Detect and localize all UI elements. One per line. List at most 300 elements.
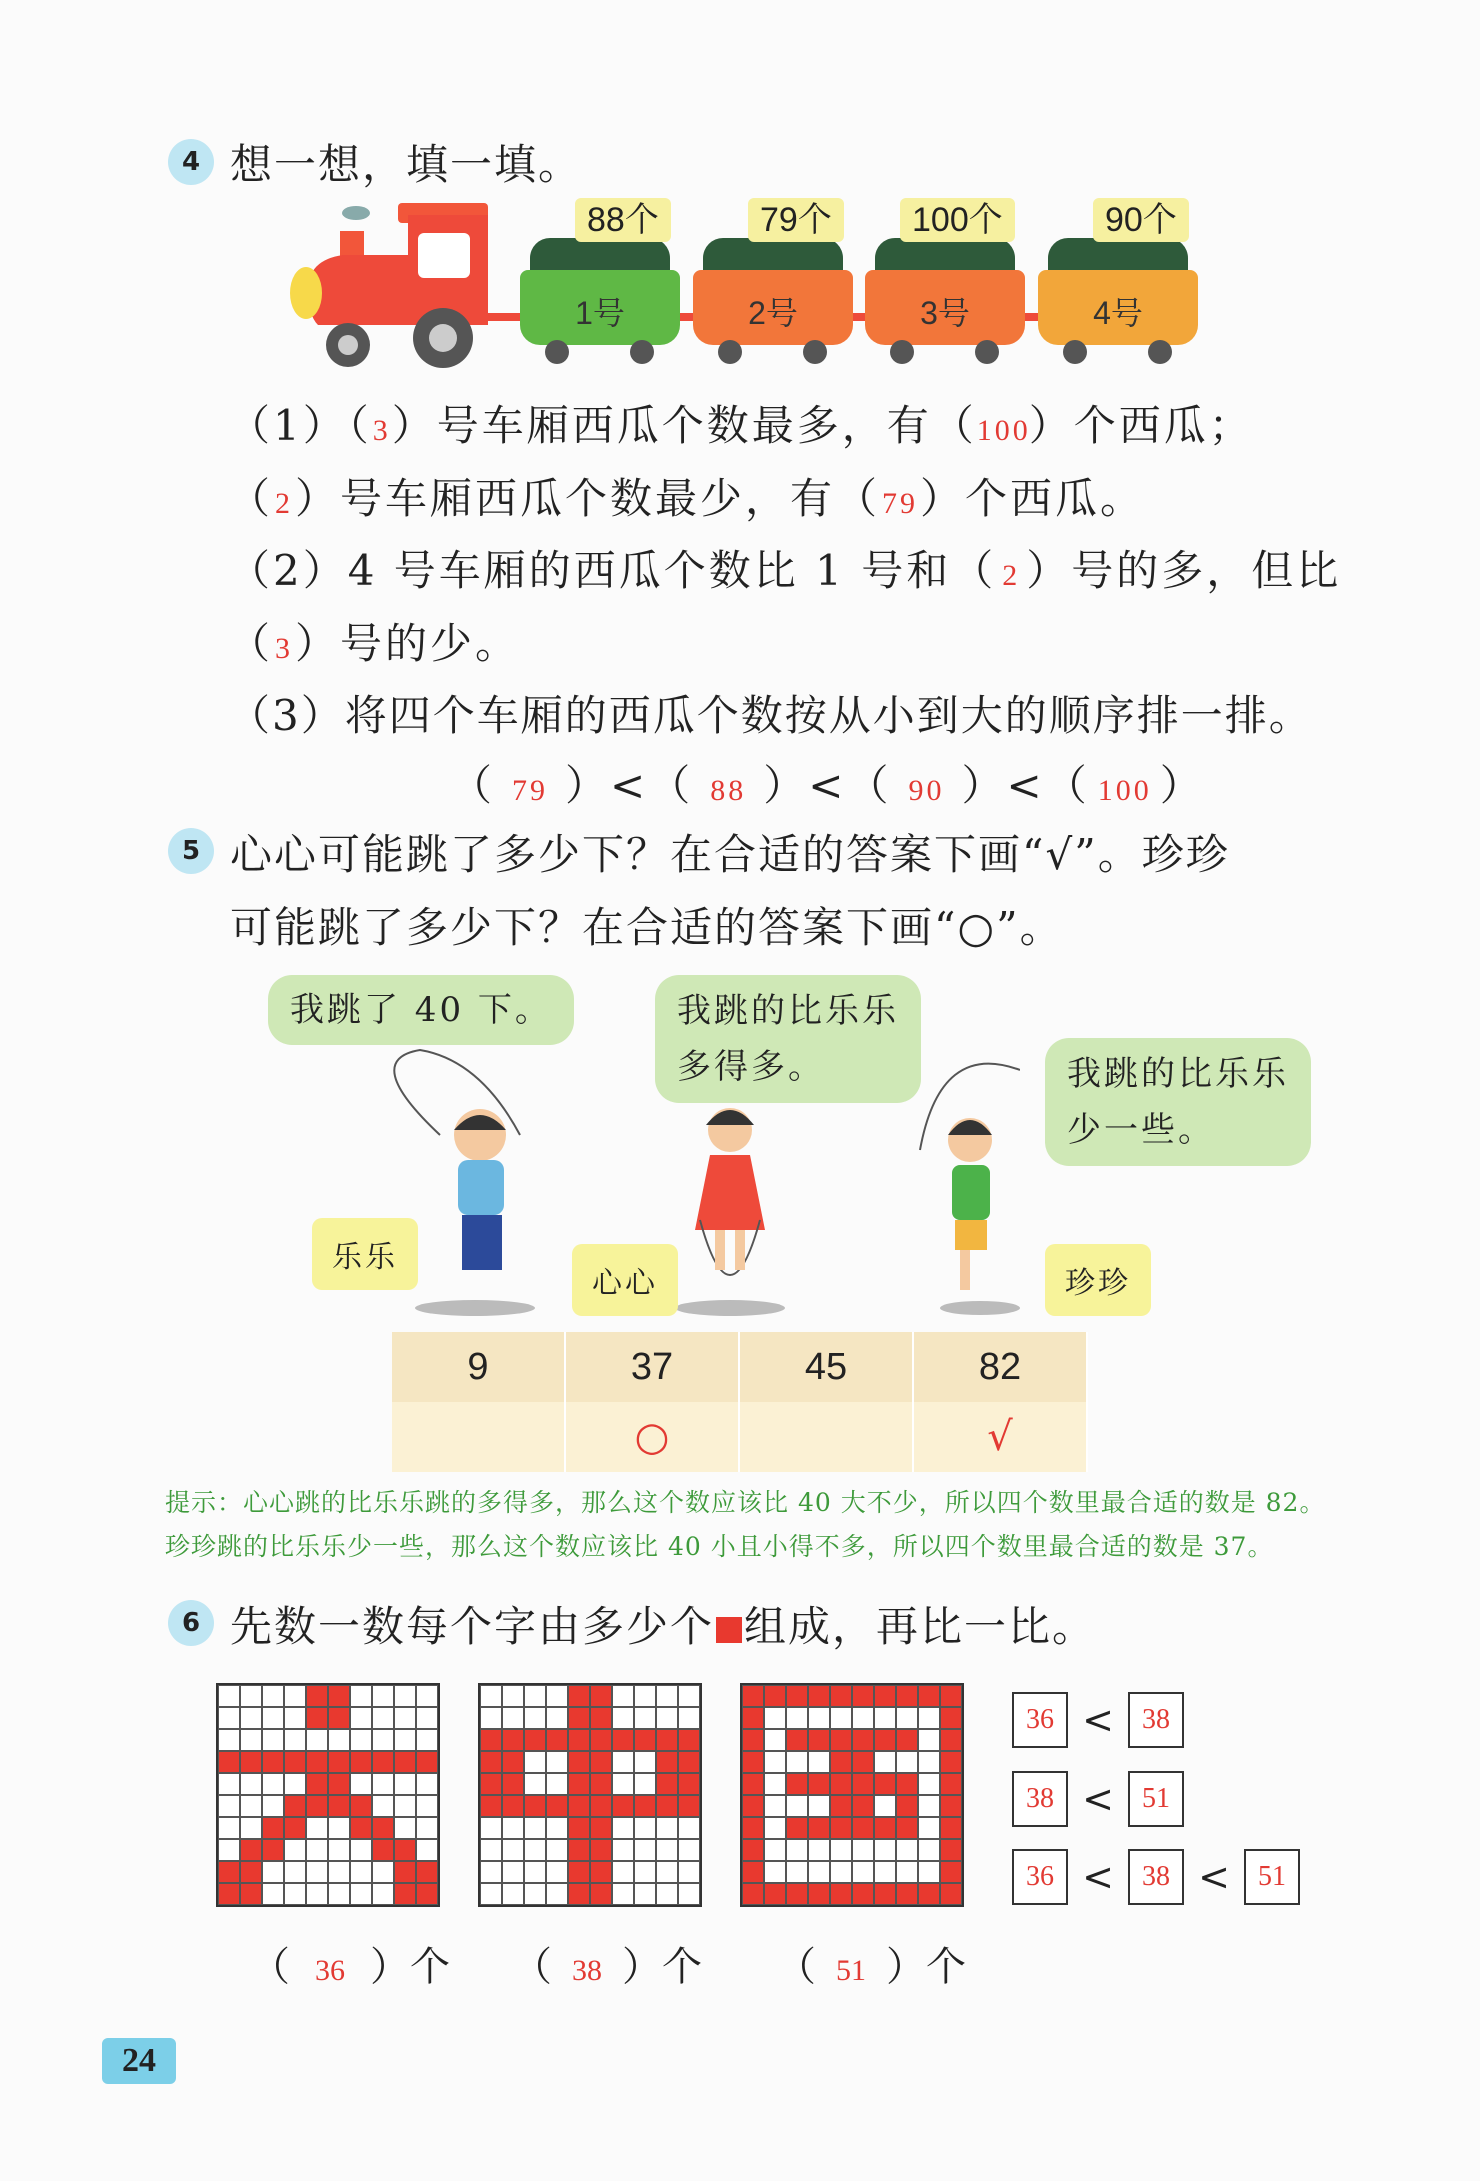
grid-cell (240, 1795, 262, 1817)
grid-cell (394, 1795, 416, 1817)
grid-cell (678, 1817, 700, 1839)
grid-cell (656, 1685, 678, 1707)
grid-cell (830, 1839, 852, 1861)
grid-cell (546, 1839, 568, 1861)
grid-cell (940, 1839, 962, 1861)
page-number: 24 (102, 2038, 176, 2084)
grid-cell (372, 1751, 394, 1773)
train-car-1 (520, 230, 680, 370)
grid-cell (612, 1861, 634, 1883)
question-6-title: 先数一数每个字由多少个 组成，再比一比。 (230, 1602, 1097, 1651)
grid-cell (568, 1751, 590, 1773)
grid-cell (480, 1883, 502, 1905)
grid-cell (416, 1839, 438, 1861)
grid-cell (524, 1773, 546, 1795)
grid-cell (350, 1729, 372, 1751)
grid-cell (940, 1685, 962, 1707)
grid-cell (502, 1861, 524, 1883)
grid-cell (394, 1685, 416, 1707)
grid-cell (852, 1685, 874, 1707)
grid-cell (306, 1883, 328, 1905)
grid-cell (394, 1729, 416, 1751)
grid-cell (416, 1685, 438, 1707)
grid-cell (808, 1773, 830, 1795)
grid-cell (480, 1729, 502, 1751)
red-square-icon (716, 1617, 742, 1643)
locomotive-icon (290, 203, 488, 368)
train-car-3 (865, 230, 1025, 370)
grid-cell (416, 1817, 438, 1839)
grid-cell (590, 1773, 612, 1795)
grid-cell (284, 1751, 306, 1773)
grid-cell (808, 1883, 830, 1905)
grid-cell (218, 1817, 240, 1839)
grid-cell (874, 1729, 896, 1751)
train-car-2 (693, 230, 853, 370)
choice-cell: 82 (913, 1332, 1087, 1402)
grid-cell (568, 1707, 590, 1729)
grid-cell (830, 1751, 852, 1773)
children-jumping-illustration (380, 1040, 1020, 1320)
grid-cell (896, 1751, 918, 1773)
lele-speech-bubble: 我跳了 40 下。 (268, 975, 574, 1045)
mark-cell[interactable]: ○ (565, 1402, 739, 1472)
grid-cell (328, 1729, 350, 1751)
grid-cell (808, 1817, 830, 1839)
grid-cell (480, 1773, 502, 1795)
grid-cell (394, 1773, 416, 1795)
name-tag-zhenzhen: 珍珍 (1045, 1244, 1151, 1316)
grid-cell (612, 1817, 634, 1839)
car-number-label: 1号 (575, 295, 625, 331)
grid-cell (416, 1707, 438, 1729)
question-5-line-2: 可能跳了多少下？在合适的答案下画“○”。 (230, 903, 1064, 952)
grid-cell (568, 1817, 590, 1839)
grid-cell (830, 1707, 852, 1729)
grid-cell (372, 1685, 394, 1707)
mark-cell[interactable] (739, 1402, 913, 1472)
grid-cell (546, 1773, 568, 1795)
question-5-line-1: 心心可能跳了多少下？在合适的答案下画“√”。珍珍 (230, 830, 1230, 879)
grid-cell (940, 1883, 962, 1905)
grid-cell (328, 1795, 350, 1817)
grid-cell (590, 1861, 612, 1883)
grid-cell (240, 1685, 262, 1707)
grid-cell (808, 1751, 830, 1773)
grid-cell (350, 1817, 372, 1839)
grid-cell (590, 1707, 612, 1729)
grid-cell (372, 1817, 394, 1839)
grid-cell (240, 1751, 262, 1773)
answer-car-more[interactable]: 3 (275, 632, 294, 665)
grid-cell (764, 1685, 786, 1707)
grid-cell (416, 1861, 438, 1883)
grid-cell (830, 1773, 852, 1795)
grid-cell (524, 1729, 546, 1751)
grid-cell (306, 1861, 328, 1883)
choice-cell: 9 (392, 1332, 565, 1402)
grid-cell (918, 1685, 940, 1707)
choices-table (392, 1332, 1088, 1472)
grid-cell (262, 1707, 284, 1729)
grid-cell (546, 1707, 568, 1729)
grid-cell (830, 1795, 852, 1817)
grid-cell (328, 1685, 350, 1707)
grid-cell (350, 1685, 372, 1707)
grid-cell (590, 1817, 612, 1839)
grid-cell (656, 1773, 678, 1795)
grid-cell (372, 1839, 394, 1861)
compare-row-2: 38 < 51 (1012, 1771, 1184, 1827)
grid-cell (786, 1729, 808, 1751)
grid-cell (634, 1817, 656, 1839)
grid-cell (480, 1861, 502, 1883)
grid-cell (764, 1773, 786, 1795)
grid-cell (678, 1751, 700, 1773)
grid-cell (808, 1707, 830, 1729)
grid-cell (940, 1707, 962, 1729)
grid-cell (918, 1795, 940, 1817)
grid-cell (634, 1839, 656, 1861)
grid-cell (940, 1751, 962, 1773)
grid-cell (394, 1817, 416, 1839)
grid-cell (394, 1707, 416, 1729)
grid-cell (262, 1883, 284, 1905)
grid-cell (634, 1861, 656, 1883)
grid-cell (480, 1685, 502, 1707)
grid-cell (896, 1883, 918, 1905)
grid-cell (634, 1883, 656, 1905)
grid-cell (896, 1685, 918, 1707)
grid-cell (896, 1839, 918, 1861)
grid-cell (634, 1729, 656, 1751)
q4-line-4: （3）号的少。 (228, 619, 521, 668)
grid-cell (218, 1729, 240, 1751)
grid-cell (568, 1861, 590, 1883)
grid-cell (480, 1795, 502, 1817)
grid-cell (546, 1729, 568, 1751)
grid-cell (502, 1883, 524, 1905)
grid-cell (678, 1861, 700, 1883)
grid-cell (852, 1883, 874, 1905)
grid-cell (394, 1751, 416, 1773)
grid-cell (874, 1817, 896, 1839)
grid-cell (218, 1839, 240, 1861)
grid-cell (480, 1707, 502, 1729)
q4-line-3: （2）4 号车厢的西瓜个数比 1 号和（ 2 ）号的多，但比 (228, 546, 1342, 595)
grid-cell (262, 1729, 284, 1751)
grid-cell (524, 1685, 546, 1707)
grid-cell (240, 1883, 262, 1905)
grid-character-da (216, 1683, 440, 1907)
grid-cell (612, 1839, 634, 1861)
car-count-label: 79个 (748, 198, 844, 242)
grid-cell (416, 1795, 438, 1817)
question-4-number: 4 (168, 139, 214, 185)
car-number-label: 4号 (1093, 295, 1143, 331)
grid-cell (678, 1883, 700, 1905)
grid-cell (656, 1861, 678, 1883)
grid-cell (394, 1839, 416, 1861)
grid-cell (786, 1795, 808, 1817)
grid-cell (262, 1817, 284, 1839)
grid-cell (742, 1685, 764, 1707)
grid-cell (852, 1707, 874, 1729)
grid-cell (612, 1685, 634, 1707)
grid-cell (918, 1817, 940, 1839)
grid-cell (656, 1707, 678, 1729)
grid-cell (372, 1707, 394, 1729)
grid-cell (830, 1685, 852, 1707)
grid-cell (874, 1685, 896, 1707)
grid-cell (284, 1861, 306, 1883)
grid-cell (306, 1795, 328, 1817)
grid-cell (524, 1707, 546, 1729)
grid-cell (678, 1685, 700, 1707)
grid-cell (262, 1685, 284, 1707)
grid-cell (502, 1729, 524, 1751)
grid-cell (634, 1685, 656, 1707)
grid-cell (218, 1861, 240, 1883)
grid-cell (328, 1707, 350, 1729)
zhenzhen-speech-bubble: 我跳的比乐乐 少一些。 (1045, 1038, 1311, 1166)
grid-cell (786, 1707, 808, 1729)
grid-cell (742, 1883, 764, 1905)
grid-cell (874, 1751, 896, 1773)
grid-cell (306, 1685, 328, 1707)
grid-cell (918, 1751, 940, 1773)
grid-cell (372, 1795, 394, 1817)
grid-cell (940, 1817, 962, 1839)
grid-cell (240, 1861, 262, 1883)
grid-cell (634, 1707, 656, 1729)
answer-car-most[interactable]: 3 (372, 414, 391, 447)
grid-cell (678, 1839, 700, 1861)
grid-cell (218, 1795, 240, 1817)
grid-cell (524, 1817, 546, 1839)
grid-cell (218, 1751, 240, 1773)
grid-cell (764, 1729, 786, 1751)
grid-cell (874, 1861, 896, 1883)
grid-cell (918, 1773, 940, 1795)
grid-cell (742, 1839, 764, 1861)
grid-cell (480, 1839, 502, 1861)
grid-cell (852, 1773, 874, 1795)
grid-cell (656, 1839, 678, 1861)
grid-cell (284, 1839, 306, 1861)
count-zhong: （ 38 ）个 (512, 1944, 702, 1990)
q4-line-5: （3）将四个车厢的西瓜个数按从小到大的顺序排一排。 (228, 691, 1313, 740)
grid-cell (742, 1817, 764, 1839)
grid-cell (612, 1795, 634, 1817)
grid-cell (874, 1795, 896, 1817)
grid-cell (590, 1795, 612, 1817)
answer-most-count[interactable]: 100 (976, 414, 1031, 447)
question-6-number: 6 (168, 1600, 214, 1646)
answer-least-count[interactable]: 79 (882, 487, 919, 520)
grid-cell (416, 1729, 438, 1751)
mark-cell[interactable] (392, 1402, 565, 1472)
grid-cell (524, 1861, 546, 1883)
grid-cell (808, 1839, 830, 1861)
hint-line-1: 提示：心心跳的比乐乐跳的多得多，那么这个数应该比 40 大不少，所以四个数里最合适的数是 82。 (165, 1488, 1326, 1517)
grid-cell (240, 1729, 262, 1751)
grid-cell (306, 1839, 328, 1861)
grid-character-zhong (478, 1683, 702, 1907)
grid-cell (328, 1861, 350, 1883)
grid-cell (764, 1817, 786, 1839)
grid-cell (590, 1883, 612, 1905)
grid-cell (852, 1839, 874, 1861)
grid-cell (416, 1773, 438, 1795)
grid-cell (656, 1751, 678, 1773)
grid-cell (262, 1795, 284, 1817)
grid-cell (940, 1773, 962, 1795)
car-count-label: 90个 (1093, 198, 1189, 242)
grid-cell (546, 1861, 568, 1883)
grid-cell (262, 1839, 284, 1861)
grid-cell (306, 1751, 328, 1773)
grid-cell (524, 1751, 546, 1773)
grid-cell (546, 1817, 568, 1839)
grid-cell (612, 1773, 634, 1795)
grid-cell (764, 1839, 786, 1861)
grid-cell (546, 1883, 568, 1905)
grid-cell (852, 1817, 874, 1839)
compare-row-1: 36 < 38 (1012, 1692, 1184, 1748)
grid-cell (786, 1773, 808, 1795)
q4-order-row: （ 79 ）<（ 88 ）<（ 90 ）<（ 100 ） (450, 761, 1205, 810)
grid-cell (590, 1751, 612, 1773)
grid-cell (874, 1773, 896, 1795)
grid-cell (502, 1795, 524, 1817)
order-4[interactable]: 100 (1097, 774, 1152, 807)
order-1[interactable]: 79 (512, 774, 549, 807)
grid-cell (524, 1839, 546, 1861)
grid-cell (830, 1883, 852, 1905)
grid-cell (262, 1751, 284, 1773)
xinxin-figure (695, 1108, 765, 1275)
grid-cell (568, 1773, 590, 1795)
grid-cell (240, 1839, 262, 1861)
grid-cell (306, 1729, 328, 1751)
grid-cell (502, 1707, 524, 1729)
count-guo: （ 51 ）个 (776, 1944, 966, 1990)
grid-cell (940, 1729, 962, 1751)
grid-cell (656, 1883, 678, 1905)
grid-cell (524, 1795, 546, 1817)
question-5-number: 5 (168, 828, 214, 874)
grid-cell (918, 1707, 940, 1729)
question-4-title: 想一想，填一填。 (230, 140, 583, 189)
grid-cell (786, 1751, 808, 1773)
grid-cell (502, 1685, 524, 1707)
grid-cell (590, 1839, 612, 1861)
grid-cell (328, 1751, 350, 1773)
grid-cell (634, 1773, 656, 1795)
grid-cell (830, 1817, 852, 1839)
grid-cell (240, 1773, 262, 1795)
grid-cell (240, 1707, 262, 1729)
grid-cell (350, 1751, 372, 1773)
grid-cell (328, 1817, 350, 1839)
grid-cell (328, 1883, 350, 1905)
grid-cell (808, 1861, 830, 1883)
grid-cell (764, 1883, 786, 1905)
grid-cell (786, 1839, 808, 1861)
car-number-label: 3号 (920, 295, 970, 331)
grid-cell (590, 1685, 612, 1707)
grid-cell (742, 1729, 764, 1751)
grid-cell (874, 1883, 896, 1905)
grid-cell (896, 1817, 918, 1839)
grid-cell (306, 1707, 328, 1729)
grid-cell (678, 1773, 700, 1795)
hint-line-2: 珍珍跳的比乐乐少一些，那么这个数应该比 40 小且小得不多，所以四个数里最合适的数是 37。 (165, 1532, 1274, 1561)
grid-cell (262, 1773, 284, 1795)
grid-cell (568, 1883, 590, 1905)
grid-cell (480, 1817, 502, 1839)
grid-cell (634, 1751, 656, 1773)
grid-cell (612, 1751, 634, 1773)
name-tag-xinxin: 心心 (572, 1244, 678, 1316)
mark-cell[interactable]: √ (913, 1402, 1087, 1472)
grid-cell (372, 1729, 394, 1751)
choice-cell: 45 (739, 1332, 913, 1402)
grid-cell (874, 1707, 896, 1729)
grid-cell (502, 1817, 524, 1839)
grid-cell (284, 1795, 306, 1817)
grid-cell (328, 1839, 350, 1861)
grid-cell (634, 1795, 656, 1817)
grid-cell (372, 1861, 394, 1883)
compare-row-3: 36 < 38 < 51 (1012, 1849, 1300, 1905)
grid-cell (524, 1883, 546, 1905)
grid-cell (764, 1707, 786, 1729)
grid-cell (678, 1795, 700, 1817)
car-number-label: 2号 (748, 295, 798, 331)
grid-cell (218, 1707, 240, 1729)
grid-cell (568, 1795, 590, 1817)
grid-cell (328, 1773, 350, 1795)
grid-cell (568, 1729, 590, 1751)
grid-cell (218, 1773, 240, 1795)
grid-cell (240, 1817, 262, 1839)
grid-cell (896, 1795, 918, 1817)
grid-cell (416, 1883, 438, 1905)
grid-cell (742, 1707, 764, 1729)
grid-cell (896, 1861, 918, 1883)
grid-cell (786, 1861, 808, 1883)
grid-cell (742, 1861, 764, 1883)
grid-cell (284, 1707, 306, 1729)
order-3[interactable]: 90 (908, 774, 945, 807)
answer-car-fewer[interactable]: 2 (1002, 559, 1021, 592)
grid-cell (262, 1861, 284, 1883)
grid-cell (350, 1839, 372, 1861)
grid-cell (830, 1729, 852, 1751)
grid-cell (502, 1751, 524, 1773)
grid-cell (306, 1817, 328, 1839)
q4-line-1: （1）（3）号车厢西瓜个数最多，有（100）个西瓜； (228, 401, 1254, 450)
order-2[interactable]: 88 (710, 774, 747, 807)
grid-cell (546, 1685, 568, 1707)
choice-cell: 37 (565, 1332, 739, 1402)
grid-cell (546, 1751, 568, 1773)
grid-cell (852, 1751, 874, 1773)
grid-cell (350, 1773, 372, 1795)
answer-car-least[interactable]: 2 (275, 487, 294, 520)
